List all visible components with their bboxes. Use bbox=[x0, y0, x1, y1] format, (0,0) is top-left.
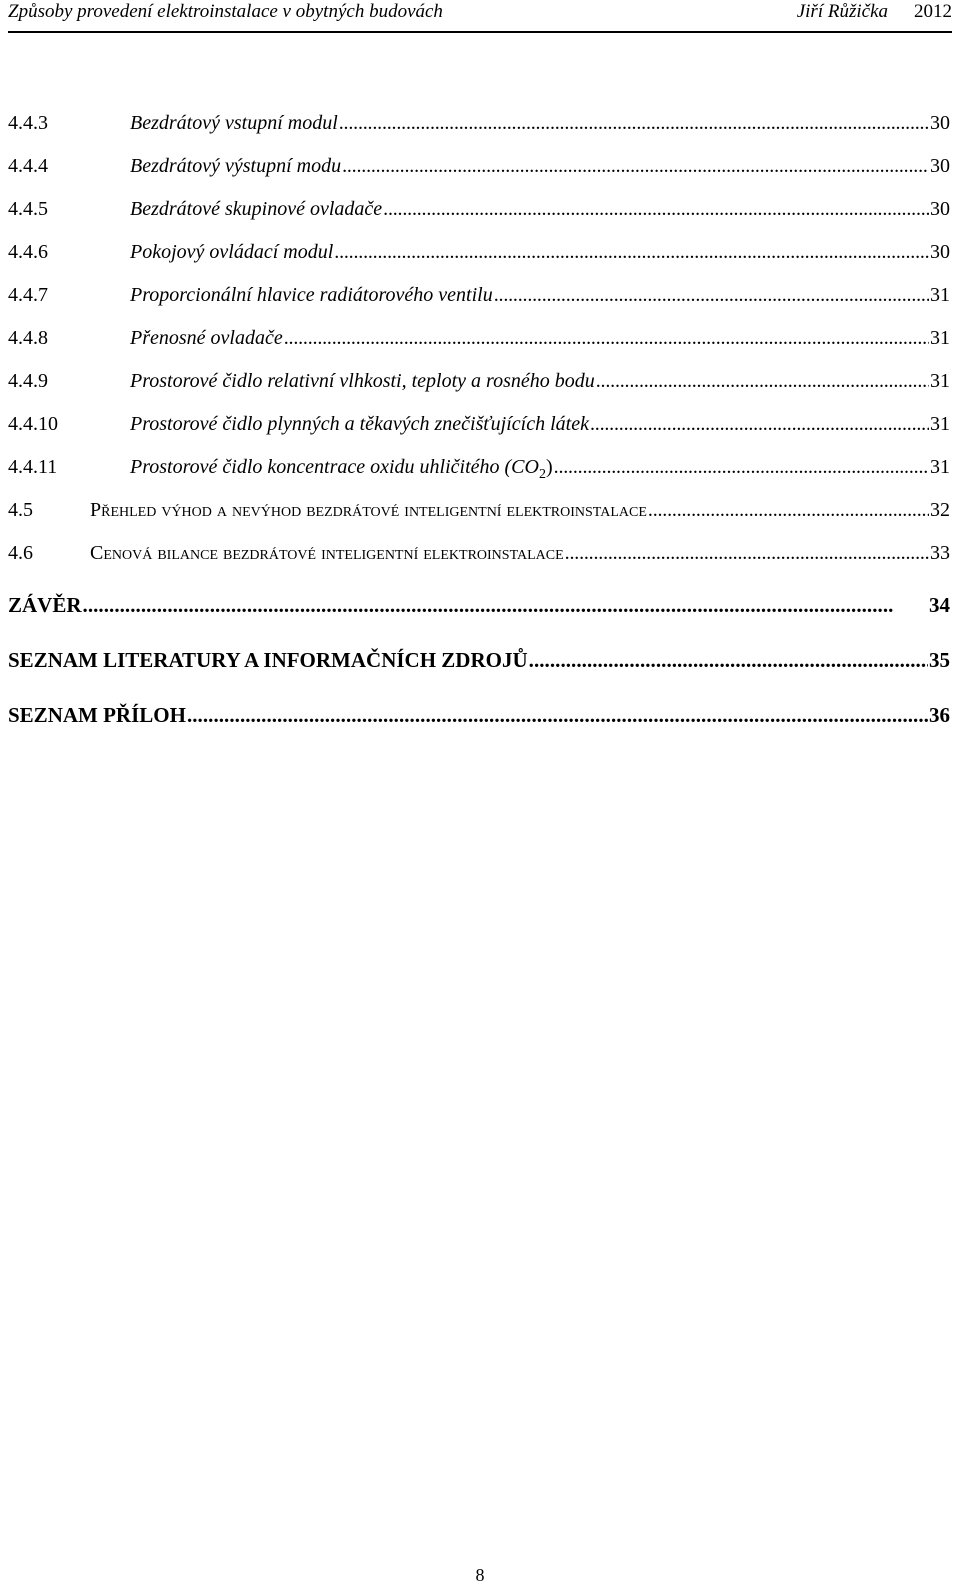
toc-entry[interactable] bbox=[8, 456, 950, 486]
toc-entry-number: 4.4.11 bbox=[8, 456, 58, 478]
toc-entry-number: 4.5 bbox=[8, 499, 33, 521]
toc-entry[interactable] bbox=[8, 327, 950, 357]
toc-entry-title: Bezdrátový vstupní modul bbox=[130, 112, 338, 134]
toc-entry-title: Cenová bilance bezdrátové inteligentní elektroinstalace bbox=[90, 542, 564, 564]
dot-leader bbox=[494, 284, 929, 307]
toc-entry-page: 30 bbox=[930, 155, 950, 177]
toc-entry[interactable] bbox=[8, 198, 950, 228]
dot-leader bbox=[187, 703, 928, 728]
dot-leader bbox=[284, 327, 929, 350]
toc-entry[interactable] bbox=[8, 112, 950, 142]
toc-entry-page: 33 bbox=[930, 542, 950, 564]
dot-leader bbox=[342, 155, 929, 178]
toc-entry-number: 4.4.4 bbox=[8, 155, 48, 177]
toc-entry[interactable] bbox=[8, 370, 950, 400]
running-header bbox=[8, 0, 952, 33]
header-author: Jiří Růžička bbox=[796, 1, 888, 22]
toc-entry-number: 4.4.5 bbox=[8, 198, 48, 220]
toc-entry-title bbox=[130, 456, 553, 483]
toc-entry[interactable] bbox=[8, 542, 950, 572]
toc-entry-page: 31 bbox=[930, 413, 950, 435]
toc-entry-title: Proporcionální hlavice radiátorového ventilu bbox=[130, 284, 493, 306]
toc-entry-number: 4.6 bbox=[8, 542, 33, 564]
toc-entry-page: 31 bbox=[930, 327, 950, 349]
toc-entry-title-main: Prostorové čidlo koncentrace oxidu uhličitého (CO bbox=[130, 456, 539, 478]
toc-entry-number: 4.4.8 bbox=[8, 327, 48, 349]
closing-paren: ) bbox=[545, 456, 553, 478]
header-right bbox=[797, 1, 952, 23]
dot-leader bbox=[596, 370, 929, 393]
header-title: Způsoby provedení elektroinstalace v obytných budovách bbox=[8, 1, 443, 22]
toc-entry[interactable] bbox=[8, 648, 950, 678]
subscript-2: 2 bbox=[538, 467, 546, 482]
toc-entry-number: 4.4.6 bbox=[8, 241, 48, 263]
toc-entry-page: 30 bbox=[930, 198, 950, 220]
toc-entry-title: Pokojový ovládací modul bbox=[130, 241, 334, 263]
toc-entry[interactable] bbox=[8, 241, 950, 271]
toc-entry-title: ZÁVĚR bbox=[8, 593, 82, 617]
toc-entry-page: 31 bbox=[930, 284, 950, 306]
toc-entry-page: 35 bbox=[929, 648, 950, 672]
toc-entry-title: Prostorové čidlo relativní vlhkosti, teploty a rosného bodu bbox=[130, 370, 595, 392]
toc-entry[interactable] bbox=[8, 593, 950, 623]
toc-entry-page: 30 bbox=[930, 241, 950, 263]
toc-entry[interactable] bbox=[8, 413, 950, 443]
toc-entry-page: 36 bbox=[929, 703, 950, 727]
toc-entry[interactable] bbox=[8, 499, 950, 529]
toc-entry-number: 4.4.3 bbox=[8, 112, 48, 134]
header-year: 2012 bbox=[914, 1, 952, 22]
dot-leader bbox=[529, 648, 928, 673]
toc-entry[interactable] bbox=[8, 284, 950, 314]
page-number: 8 bbox=[475, 1565, 485, 1585]
toc-entry-number: 4.4.10 bbox=[8, 413, 58, 435]
dot-leader bbox=[590, 413, 929, 436]
toc-entry-title: Prostorové čidlo plynných a těkavých znečišťujících látek bbox=[130, 413, 589, 435]
toc-entry-page: 32 bbox=[930, 499, 950, 521]
toc-entry-page: 31 bbox=[930, 370, 950, 392]
toc-entry-title: Bezdrátové skupinové ovladače bbox=[130, 198, 383, 220]
toc-entry-title: SEZNAM PŘÍLOH bbox=[8, 703, 186, 727]
dot-leader bbox=[648, 499, 929, 522]
toc-entry[interactable] bbox=[8, 155, 950, 185]
toc-entry-title: Přenosné ovladače bbox=[130, 327, 283, 349]
toc-entry-title: SEZNAM LITERATURY A INFORMAČNÍCH ZDROJŮ bbox=[8, 648, 528, 672]
dot-leader bbox=[383, 198, 929, 221]
toc-entry-number: 4.4.9 bbox=[8, 370, 48, 392]
dot-leader bbox=[554, 456, 929, 479]
toc-entry-title: Přehled výhod a nevýhod bezdrátové inteligentní elektroinstalace bbox=[90, 499, 647, 521]
dot-leader bbox=[565, 542, 929, 565]
toc-entry-page: 34 bbox=[929, 593, 950, 617]
dot-leader bbox=[339, 112, 929, 135]
toc-entry[interactable] bbox=[8, 703, 950, 733]
toc-entry-title: Bezdrátový výstupní modu bbox=[130, 155, 342, 177]
toc-entry-number: 4.4.7 bbox=[8, 284, 48, 306]
dot-leader bbox=[83, 593, 928, 618]
toc-entry-page: 30 bbox=[930, 112, 950, 134]
toc-entry-page: 31 bbox=[930, 456, 950, 478]
dot-leader bbox=[334, 241, 929, 264]
